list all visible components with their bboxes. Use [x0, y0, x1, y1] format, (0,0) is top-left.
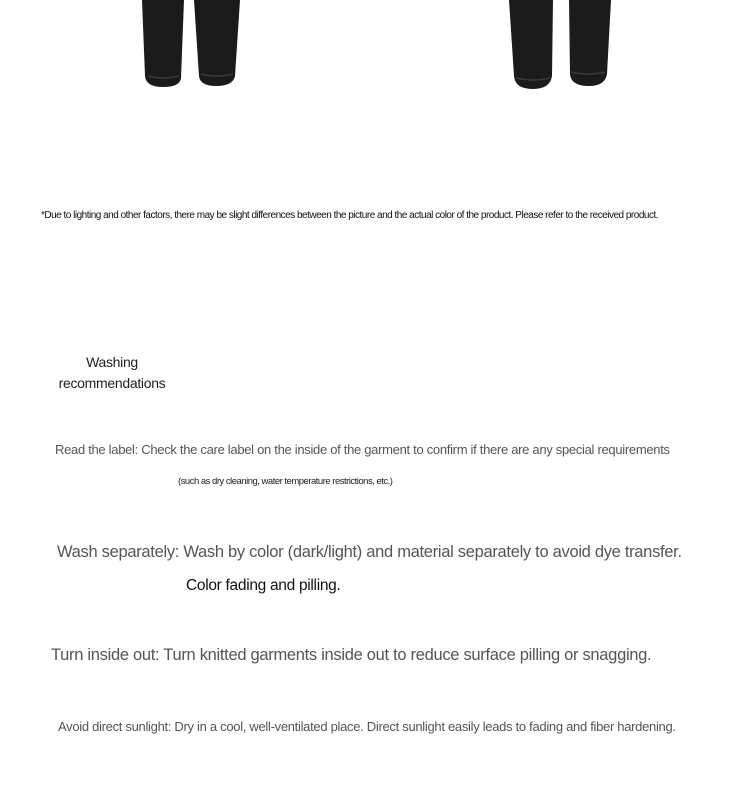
product-image-right [507, 0, 613, 92]
tip-read-label: Read the label: Check the care label on the inside of the garment to confirm if there are any special requirements [55, 442, 670, 457]
tip-wash-separately: Wash separately: Wash by color (dark/light) and material separately to avoid dye transfer. [57, 543, 682, 561]
tip-read-label-note: (such as dry cleaning, water temperature restrictions, etc.) [178, 476, 393, 487]
tip-avoid-sunlight: Avoid direct sunlight: Dry in a cool, well-ventilated place. Direct sunlight easily leads to fading and fiber hardening. [58, 719, 676, 734]
washing-heading: Washing recommendations [58, 354, 166, 391]
color-disclaimer: *Due to lighting and other factors, there may be slight differences between the picture and the actual color of the product. Please refer to the received product. [41, 210, 659, 221]
tip-turn-inside-out: Turn inside out: Turn knitted garments inside out to reduce surface pilling or snagging. [51, 646, 652, 664]
tip-wash-separately-continued: Color fading and pilling. [186, 577, 341, 594]
product-image-left [138, 0, 244, 92]
